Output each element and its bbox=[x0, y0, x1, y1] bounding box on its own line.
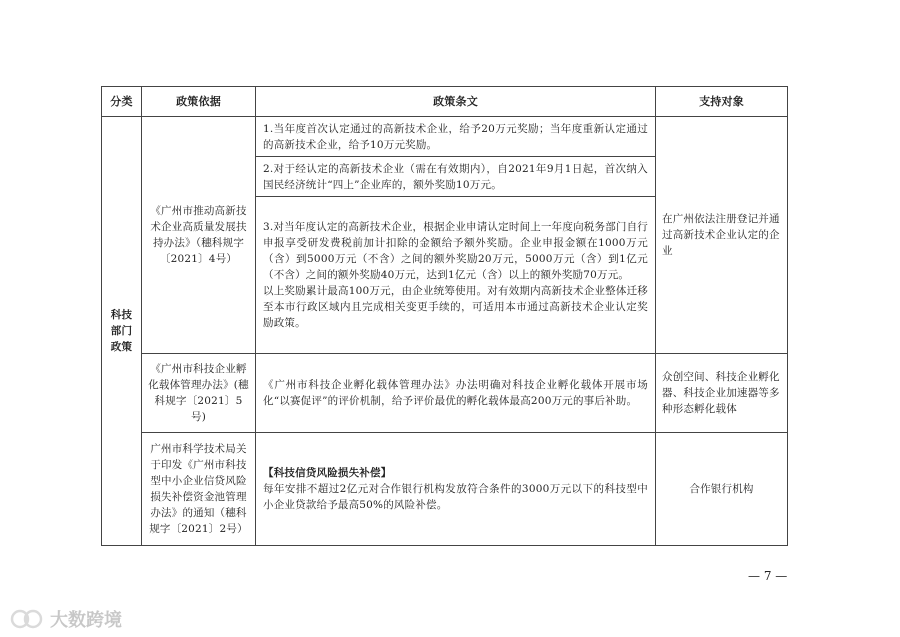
basis-cell: 《广州市推动高新技术企业高质量发展扶持办法》（穗科规字〔2021〕4号） bbox=[142, 117, 256, 354]
clause-cell: 1.当年度首次认定通过的高新技术企业，给予20万元奖励；当年度重新认定通过的高新技术企业，给予10万元奖励。 bbox=[256, 117, 656, 157]
category-cell bbox=[102, 117, 142, 546]
category-line: 科技 bbox=[110, 309, 133, 321]
clause-cell: 《广州市科技企业孵化载体管理办法》办法明确对科技企业孵化载体开展市场化“以赛促评”的评价机制，给予评价最优的孵化载体最高200万元的事后补助。 bbox=[256, 354, 656, 433]
watermark-text: 大数跨境 bbox=[50, 610, 122, 631]
page-number: — 7 — bbox=[748, 569, 788, 583]
category-line: 部门 bbox=[110, 325, 133, 337]
header-target: 支持对象 bbox=[656, 87, 788, 117]
header-row bbox=[102, 87, 788, 117]
clause-cell bbox=[256, 433, 656, 546]
clause-cell: 2.对于经认定的高新技术企业（需在有效期内），自2021年9月1日起，首次纳入国民经济统计“四上”企业库的，额外奖励10万元。 bbox=[256, 157, 656, 197]
target-cell: 众创空间、科技企业孵化器、科技企业加速器等多种形态孵化载体 bbox=[656, 354, 788, 433]
header-category: 分类 bbox=[102, 87, 142, 117]
target-cell: 在广州依法注册登记并通过高新技术企业认定的企业 bbox=[656, 117, 788, 354]
basis-cell: 《广州市科技企业孵化载体管理办法》(穗科规字〔2021〕5号) bbox=[142, 354, 256, 433]
table-row bbox=[102, 433, 788, 546]
target-cell: 合作银行机构 bbox=[656, 433, 788, 546]
header-basis: 政策依据 bbox=[142, 87, 256, 117]
watermark bbox=[10, 606, 122, 632]
clause-paragraph: 3.对当年度认定的高新技术企业，根据企业申请认定时间上一年度向税务部门自行申报享受研发费税前加计扣除的金额给予额外奖励。企业申报金额在1000万元（含）到5000万元（不含）之间的额外奖励20万元，5000万元（含）到1亿元（不含）之间的额外奖励40万元，达到1亿元（含）以上的额外奖励70万元。 bbox=[263, 221, 648, 281]
clause-paragraph: 每年安排不超过2亿元对合作银行机构发放符合条件的3000万元以下的科技型中小企业贷款给予最高50%的风险补偿。 bbox=[263, 483, 648, 511]
watermark-logo-icon bbox=[10, 607, 44, 631]
basis-cell: 广州市科学技术局关于印发《广州市科技型中小企业信贷风险损失补偿资金池管理办法》的通知（穗科规字〔2021〕2号） bbox=[142, 433, 256, 546]
table-row bbox=[102, 354, 788, 433]
table-row bbox=[102, 117, 788, 157]
clause-title: 【科技信贷风险损失补偿】 bbox=[263, 467, 392, 479]
header-clause: 政策条文 bbox=[256, 87, 656, 117]
clause-paragraph: 以上奖励累计最高100万元，由企业统筹使用。对有效期内高新技术企业整体迁移至本市行政区域内且完成相关变更手续的，可适用本市通过高新技术企业认定奖励政策。 bbox=[263, 285, 648, 329]
category-line: 政策 bbox=[110, 341, 133, 353]
clause-cell bbox=[256, 197, 656, 354]
policy-table bbox=[101, 86, 788, 546]
